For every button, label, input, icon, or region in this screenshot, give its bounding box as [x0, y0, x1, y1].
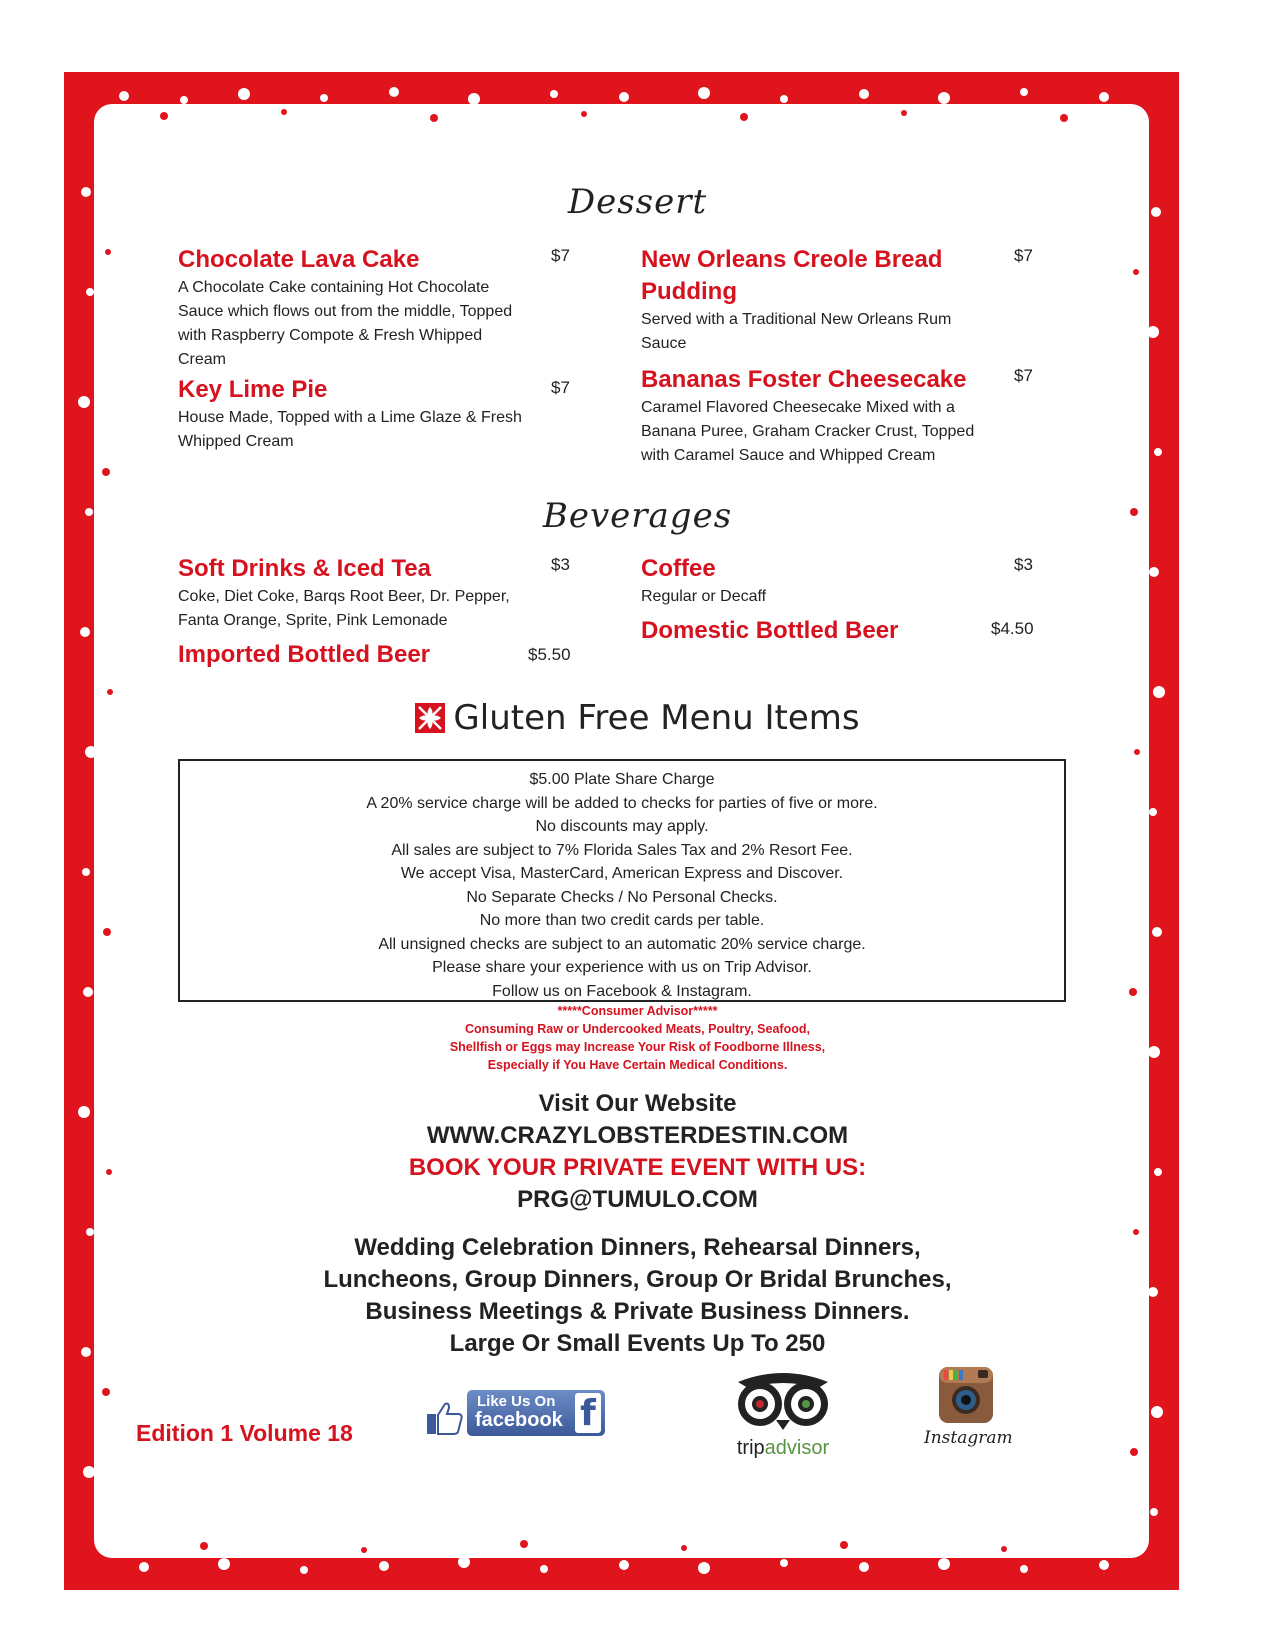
beverages-left-column [178, 553, 578, 671]
item-price: $7 [551, 378, 570, 397]
dessert-left-column [178, 244, 578, 454]
item-price: $3 [551, 555, 570, 574]
events-line: Luncheons, Group Dinners, Group Or Bridal Brunches, [323, 1266, 952, 1293]
thumbs-up-icon [425, 1398, 465, 1438]
menu-item [178, 639, 578, 671]
item-description: Served with a Traditional New Orleans Rum Sauce [641, 311, 952, 352]
policy-line: All unsigned checks are subject to an automatic 20% service charge. [378, 935, 866, 953]
item-price: $7 [1014, 246, 1033, 265]
instagram-wordmark: Instagram [924, 1428, 1013, 1448]
facebook-like-text: Like Us On [477, 1393, 556, 1410]
policy-line: No more than two credit cards per table. [479, 912, 765, 929]
email-link[interactable]: PRG@TUMULO.COM [517, 1186, 758, 1213]
policy-box [178, 759, 1066, 1002]
events-line: Large Or Small Events Up To 250 [449, 1330, 826, 1357]
item-price: $3 [1014, 555, 1033, 574]
policy-line: Follow us on Facebook & Instagram. [492, 982, 752, 1000]
policy-line: $5.00 Plate Share Charge [529, 771, 715, 788]
menu-item [641, 615, 1041, 647]
website-block [0, 1088, 1275, 1216]
facebook-f-icon: f [575, 1393, 601, 1433]
policy-line: A 20% service charge will be added to checks for parties of five or more. [366, 794, 878, 812]
item-description: Coke, Diet Coke, Barqs Root Beer, Dr. Pepper, Fanta Orange, Sprite, Pink Lemonade [178, 588, 510, 629]
instagram-badge[interactable] [924, 1366, 1013, 1464]
item-name: Key Lime Pie [178, 376, 328, 403]
item-description: Regular or Decaff [641, 588, 767, 605]
advisory-line: Shellfish or Eggs may Increase Your Risk of Foodborne Illness, [449, 1040, 826, 1054]
advisory-line: Especially if You Have Certain Medical Conditions. [487, 1058, 788, 1072]
tripadvisor-owl-icon [728, 1368, 838, 1430]
website-label: Visit Our Website [538, 1090, 737, 1117]
beverages-right-column [641, 553, 1041, 647]
menu-item [641, 364, 1041, 468]
events-line: Business Meetings & Private Business Dinners. [365, 1298, 910, 1325]
gluten-free-icon [415, 703, 445, 733]
facebook-badge[interactable] [425, 1390, 615, 1446]
policy-line: No Separate Checks / No Personal Checks. [466, 888, 778, 906]
private-event-label: BOOK YOUR PRIVATE EVENT WITH US: [408, 1154, 867, 1181]
policy-line: Please share your experience with us on Trip Advisor. [432, 959, 812, 976]
advisory-line: Consuming Raw or Undercooked Meats, Poultry, Seafood, [465, 1022, 810, 1036]
item-name: Coffee [641, 555, 716, 582]
item-price: $5.50 [528, 645, 571, 664]
menu-item [178, 553, 578, 633]
item-name: Domestic Bottled Beer [641, 617, 899, 644]
consumer-advisory [0, 1002, 1275, 1074]
menu-item [641, 244, 1041, 356]
policy-line: No discounts may apply. [535, 818, 709, 835]
facebook-wordmark: facebook [475, 1409, 563, 1431]
tripadvisor-badge[interactable] [725, 1368, 841, 1466]
tripadvisor-wordmark: tripadvisor [736, 1437, 830, 1459]
item-description: A Chocolate Cake containing Hot Chocolate Sauce which flows out from the middle, Topped with Raspberry Compote & Fresh Whipped Cream [178, 279, 513, 368]
gluten-free-title: Gluten Free Menu Items [453, 698, 860, 738]
events-line: Wedding Celebration Dinners, Rehearsal Dinners, [354, 1234, 921, 1261]
item-price: $4.50 [991, 619, 1034, 638]
menu-item [178, 244, 578, 372]
item-name: Soft Drinks & Iced Tea [178, 555, 431, 582]
item-name: Imported Bottled Beer [178, 641, 431, 668]
menu-item [178, 374, 578, 454]
events-block [0, 1232, 1275, 1360]
menu-item [641, 553, 1041, 609]
dessert-right-column [641, 244, 1041, 468]
item-name: New Orleans Creole Bread Pudding [641, 246, 943, 305]
policy-line: We accept Visa, MasterCard, American Express and Discover. [400, 865, 844, 882]
item-price: $7 [1014, 366, 1033, 385]
advisory-title: *****Consumer Advisor***** [557, 1004, 718, 1018]
instagram-camera-icon [938, 1366, 994, 1424]
website-link[interactable]: WWW.CRAZYLOBSTERDESTIN.COM [426, 1122, 849, 1149]
gluten-free-heading [0, 698, 1275, 738]
dessert-heading: Dessert [567, 182, 708, 222]
policy-line: All sales are subject to 7% Florida Sales Tax and 2% Resort Fee. [391, 841, 853, 859]
beverages-heading: Beverages [542, 496, 733, 536]
item-price: $7 [551, 246, 570, 265]
item-name: Chocolate Lava Cake [178, 246, 420, 273]
item-description: Caramel Flavored Cheesecake Mixed with a Banana Puree, Graham Cracker Crust, Topped with Caramel Sauce and Whipped Cream [641, 399, 975, 464]
edition-label: Edition 1 Volume 18 [136, 1420, 353, 1446]
item-description: House Made, Topped with a Lime Glaze & Fresh Whipped Cream [178, 409, 522, 450]
item-name: Bananas Foster Cheesecake [641, 366, 967, 393]
